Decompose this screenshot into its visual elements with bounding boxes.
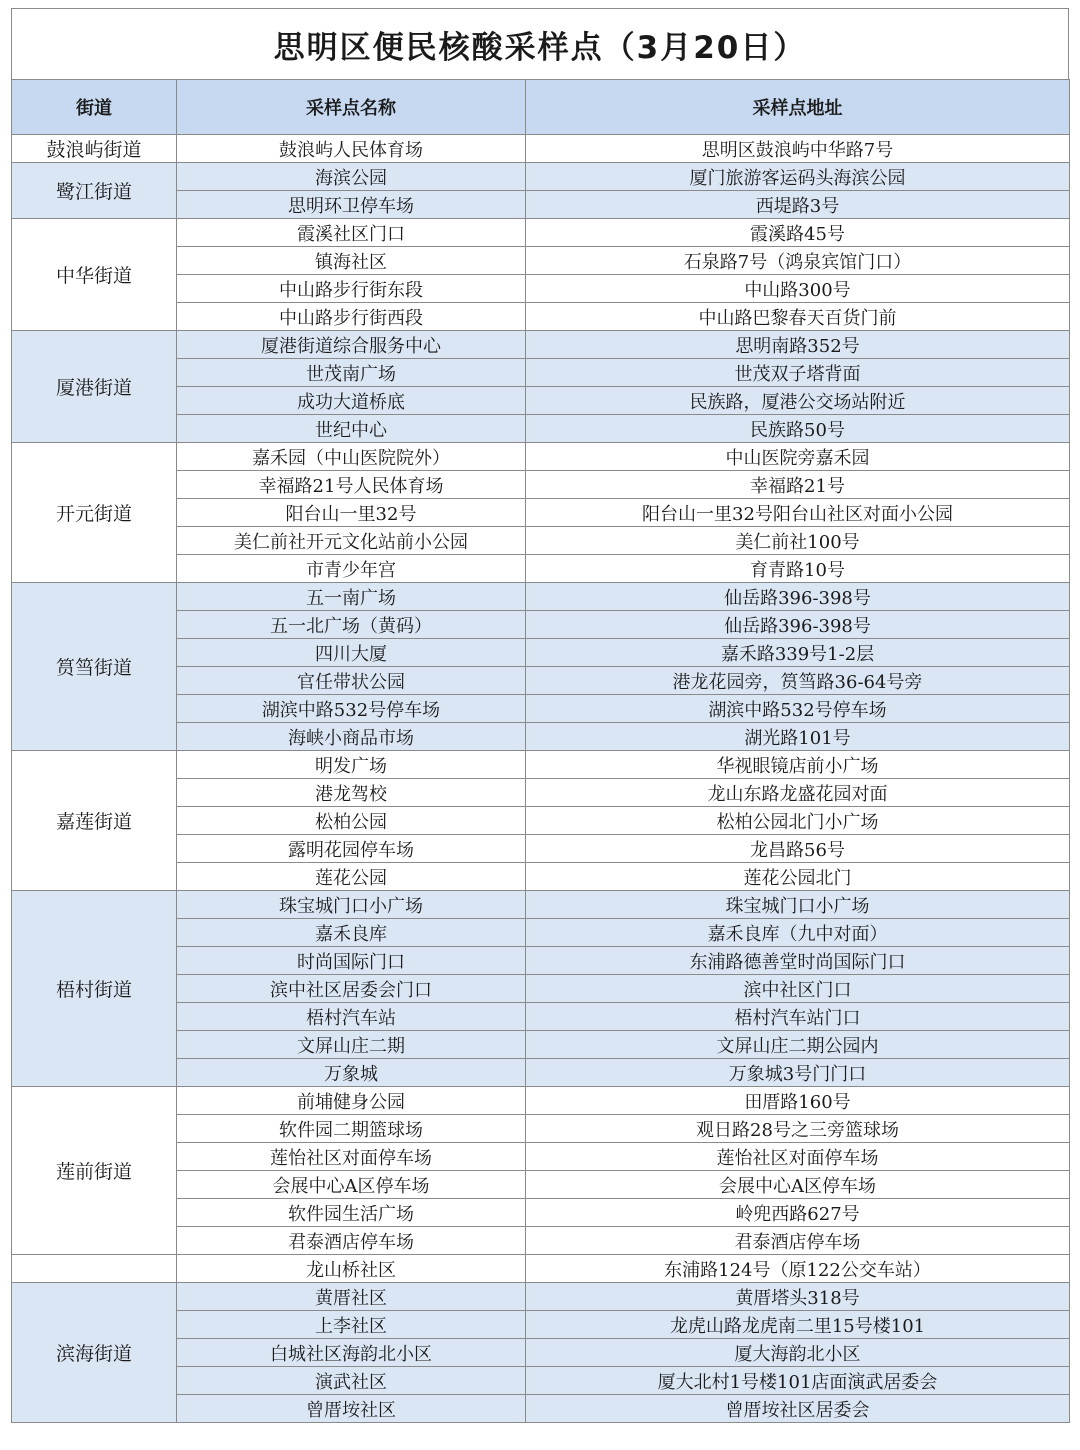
table-row [12,1255,1070,1283]
site-name-cell: 梧村汽车站 [177,1003,526,1031]
table-row [12,443,1070,471]
site-address-cell: 滨中社区门口 [526,975,1070,1003]
site-name-cell: 露明花园停车场 [177,835,526,863]
table-row [12,891,1070,919]
site-address-cell: 万象城3号门门口 [526,1059,1070,1087]
table-row [12,751,1070,779]
site-address-cell: 文屏山庄二期公园内 [526,1031,1070,1059]
site-name-cell: 黄厝社区 [177,1283,526,1311]
site-address-cell: 田厝路160号 [526,1087,1070,1115]
site-address-cell: 君泰酒店停车场 [526,1227,1070,1255]
site-address-cell: 中山医院旁嘉禾园 [526,443,1070,471]
site-name-cell: 会展中心A区停车场 [177,1171,526,1199]
site-address-cell: 民族路，厦港公交场站附近 [526,387,1070,415]
site-address-cell: 厦大北村1号楼101店面演武居委会 [526,1367,1070,1395]
site-address-cell: 东浦路124号（原122公交车站） [526,1255,1070,1283]
site-address-cell: 中山路300号 [526,275,1070,303]
site-name-cell: 文屏山庄二期 [177,1031,526,1059]
header-street: 街道 [12,80,177,135]
site-address-cell: 会展中心A区停车场 [526,1171,1070,1199]
site-name-cell: 曾厝垵社区 [177,1395,526,1423]
table-row [12,331,1070,359]
site-name-cell: 世纪中心 [177,415,526,443]
site-address-cell: 莲花公园北门 [526,863,1070,891]
site-address-cell: 仙岳路396-398号 [526,583,1070,611]
site-address-cell: 世茂双子塔背面 [526,359,1070,387]
street-cell: 嘉莲街道 [12,751,177,891]
site-name-cell: 海滨公园 [177,163,526,191]
site-name-cell: 嘉禾良库 [177,919,526,947]
site-name-cell: 中山路步行街东段 [177,275,526,303]
site-name-cell: 万象城 [177,1059,526,1087]
site-name-cell: 嘉禾园（中山医院院外） [177,443,526,471]
site-address-cell: 龙山东路龙盛花园对面 [526,779,1070,807]
site-address-cell: 龙昌路56号 [526,835,1070,863]
header-site-name: 采样点名称 [177,80,526,135]
site-address-cell: 珠宝城门口小广场 [526,891,1070,919]
site-address-cell: 厦大海韵北小区 [526,1339,1070,1367]
site-address-cell: 石泉路7号（鸿泉宾馆门口） [526,247,1070,275]
site-name-cell: 中山路步行街西段 [177,303,526,331]
sampling-sites-sheet [11,8,1069,1423]
site-name-cell: 明发广场 [177,751,526,779]
site-name-cell: 君泰酒店停车场 [177,1227,526,1255]
site-name-cell: 五一南广场 [177,583,526,611]
site-name-cell: 珠宝城门口小广场 [177,891,526,919]
header-site-address: 采样点地址 [526,80,1070,135]
table-row [12,1283,1070,1311]
site-address-cell: 育青路10号 [526,555,1070,583]
site-name-cell: 白城社区海韵北小区 [177,1339,526,1367]
site-address-cell: 仙岳路396-398号 [526,611,1070,639]
site-name-cell: 鼓浪屿人民体育场 [177,135,526,163]
site-address-cell: 幸福路21号 [526,471,1070,499]
site-address-cell: 松柏公园北门小广场 [526,807,1070,835]
site-address-cell: 观日路28号之三旁篮球场 [526,1115,1070,1143]
site-name-cell: 莲怡社区对面停车场 [177,1143,526,1171]
street-cell: 鼓浪屿街道 [12,135,177,163]
site-name-cell: 市青少年宫 [177,555,526,583]
site-name-cell: 时尚国际门口 [177,947,526,975]
site-address-cell: 思明南路352号 [526,331,1070,359]
street-cell: 筼筜街道 [12,583,177,751]
site-name-cell: 演武社区 [177,1367,526,1395]
site-name-cell: 世茂南广场 [177,359,526,387]
table-row [12,583,1070,611]
site-name-cell: 龙山桥社区 [177,1255,526,1283]
street-cell: 开元街道 [12,443,177,583]
site-name-cell: 上李社区 [177,1311,526,1339]
site-name-cell: 镇海社区 [177,247,526,275]
site-address-cell: 思明区鼓浪屿中华路7号 [526,135,1070,163]
site-name-cell: 五一北广场（黄码） [177,611,526,639]
street-cell: 梧村街道 [12,891,177,1087]
site-name-cell: 港龙驾校 [177,779,526,807]
site-address-cell: 中山路巴黎春天百货门前 [526,303,1070,331]
site-address-cell: 港龙花园旁，筼筜路36-64号旁 [526,667,1070,695]
site-name-cell: 滨中社区居委会门口 [177,975,526,1003]
site-address-cell: 湖滨中路532号停车场 [526,695,1070,723]
site-address-cell: 民族路50号 [526,415,1070,443]
site-name-cell: 美仁前社开元文化站前小公园 [177,527,526,555]
site-address-cell: 湖光路101号 [526,723,1070,751]
site-name-cell: 幸福路21号人民体育场 [177,471,526,499]
table-row [12,135,1070,163]
site-address-cell: 嘉禾良库（九中对面） [526,919,1070,947]
street-cell: 鹭江街道 [12,163,177,219]
page-title: 思明区便民核酸采样点（3月20日） [11,8,1069,79]
site-name-cell: 前埔健身公园 [177,1087,526,1115]
site-address-cell: 东浦路德善堂时尚国际门口 [526,947,1070,975]
site-address-cell: 梧村汽车站门口 [526,1003,1070,1031]
site-name-cell: 官任带状公园 [177,667,526,695]
site-name-cell: 成功大道桥底 [177,387,526,415]
site-address-cell: 嘉禾路339号1-2层 [526,639,1070,667]
site-address-cell: 霞溪路45号 [526,219,1070,247]
site-address-cell: 曾厝垵社区居委会 [526,1395,1070,1423]
street-cell [12,1255,177,1283]
site-name-cell: 松柏公园 [177,807,526,835]
site-name-cell: 莲花公园 [177,863,526,891]
site-address-cell: 阳台山一里32号阳台山社区对面小公园 [526,499,1070,527]
site-address-cell: 岭兜西路627号 [526,1199,1070,1227]
site-name-cell: 霞溪社区门口 [177,219,526,247]
site-address-cell: 美仁前社100号 [526,527,1070,555]
site-name-cell: 海峡小商品市场 [177,723,526,751]
site-name-cell: 厦港街道综合服务中心 [177,331,526,359]
site-address-cell: 黄厝塔头318号 [526,1283,1070,1311]
street-cell: 滨海街道 [12,1283,177,1423]
site-name-cell: 软件园生活广场 [177,1199,526,1227]
site-address-cell: 龙虎山路龙虎南二里15号楼101 [526,1311,1070,1339]
table-row [12,219,1070,247]
street-cell: 莲前街道 [12,1087,177,1255]
table-header-row [12,80,1070,135]
site-name-cell: 湖滨中路532号停车场 [177,695,526,723]
site-address-cell: 厦门旅游客运码头海滨公园 [526,163,1070,191]
site-address-cell: 华视眼镜店前小广场 [526,751,1070,779]
street-cell: 厦港街道 [12,331,177,443]
table-row [12,163,1070,191]
site-name-cell: 四川大厦 [177,639,526,667]
street-cell: 中华街道 [12,219,177,331]
site-name-cell: 思明环卫停车场 [177,191,526,219]
site-name-cell: 软件园二期篮球场 [177,1115,526,1143]
site-address-cell: 莲怡社区对面停车场 [526,1143,1070,1171]
table-body [12,135,1070,1423]
table-row [12,1087,1070,1115]
sampling-sites-table [11,79,1070,1423]
site-name-cell: 阳台山一里32号 [177,499,526,527]
site-address-cell: 西堤路3号 [526,191,1070,219]
